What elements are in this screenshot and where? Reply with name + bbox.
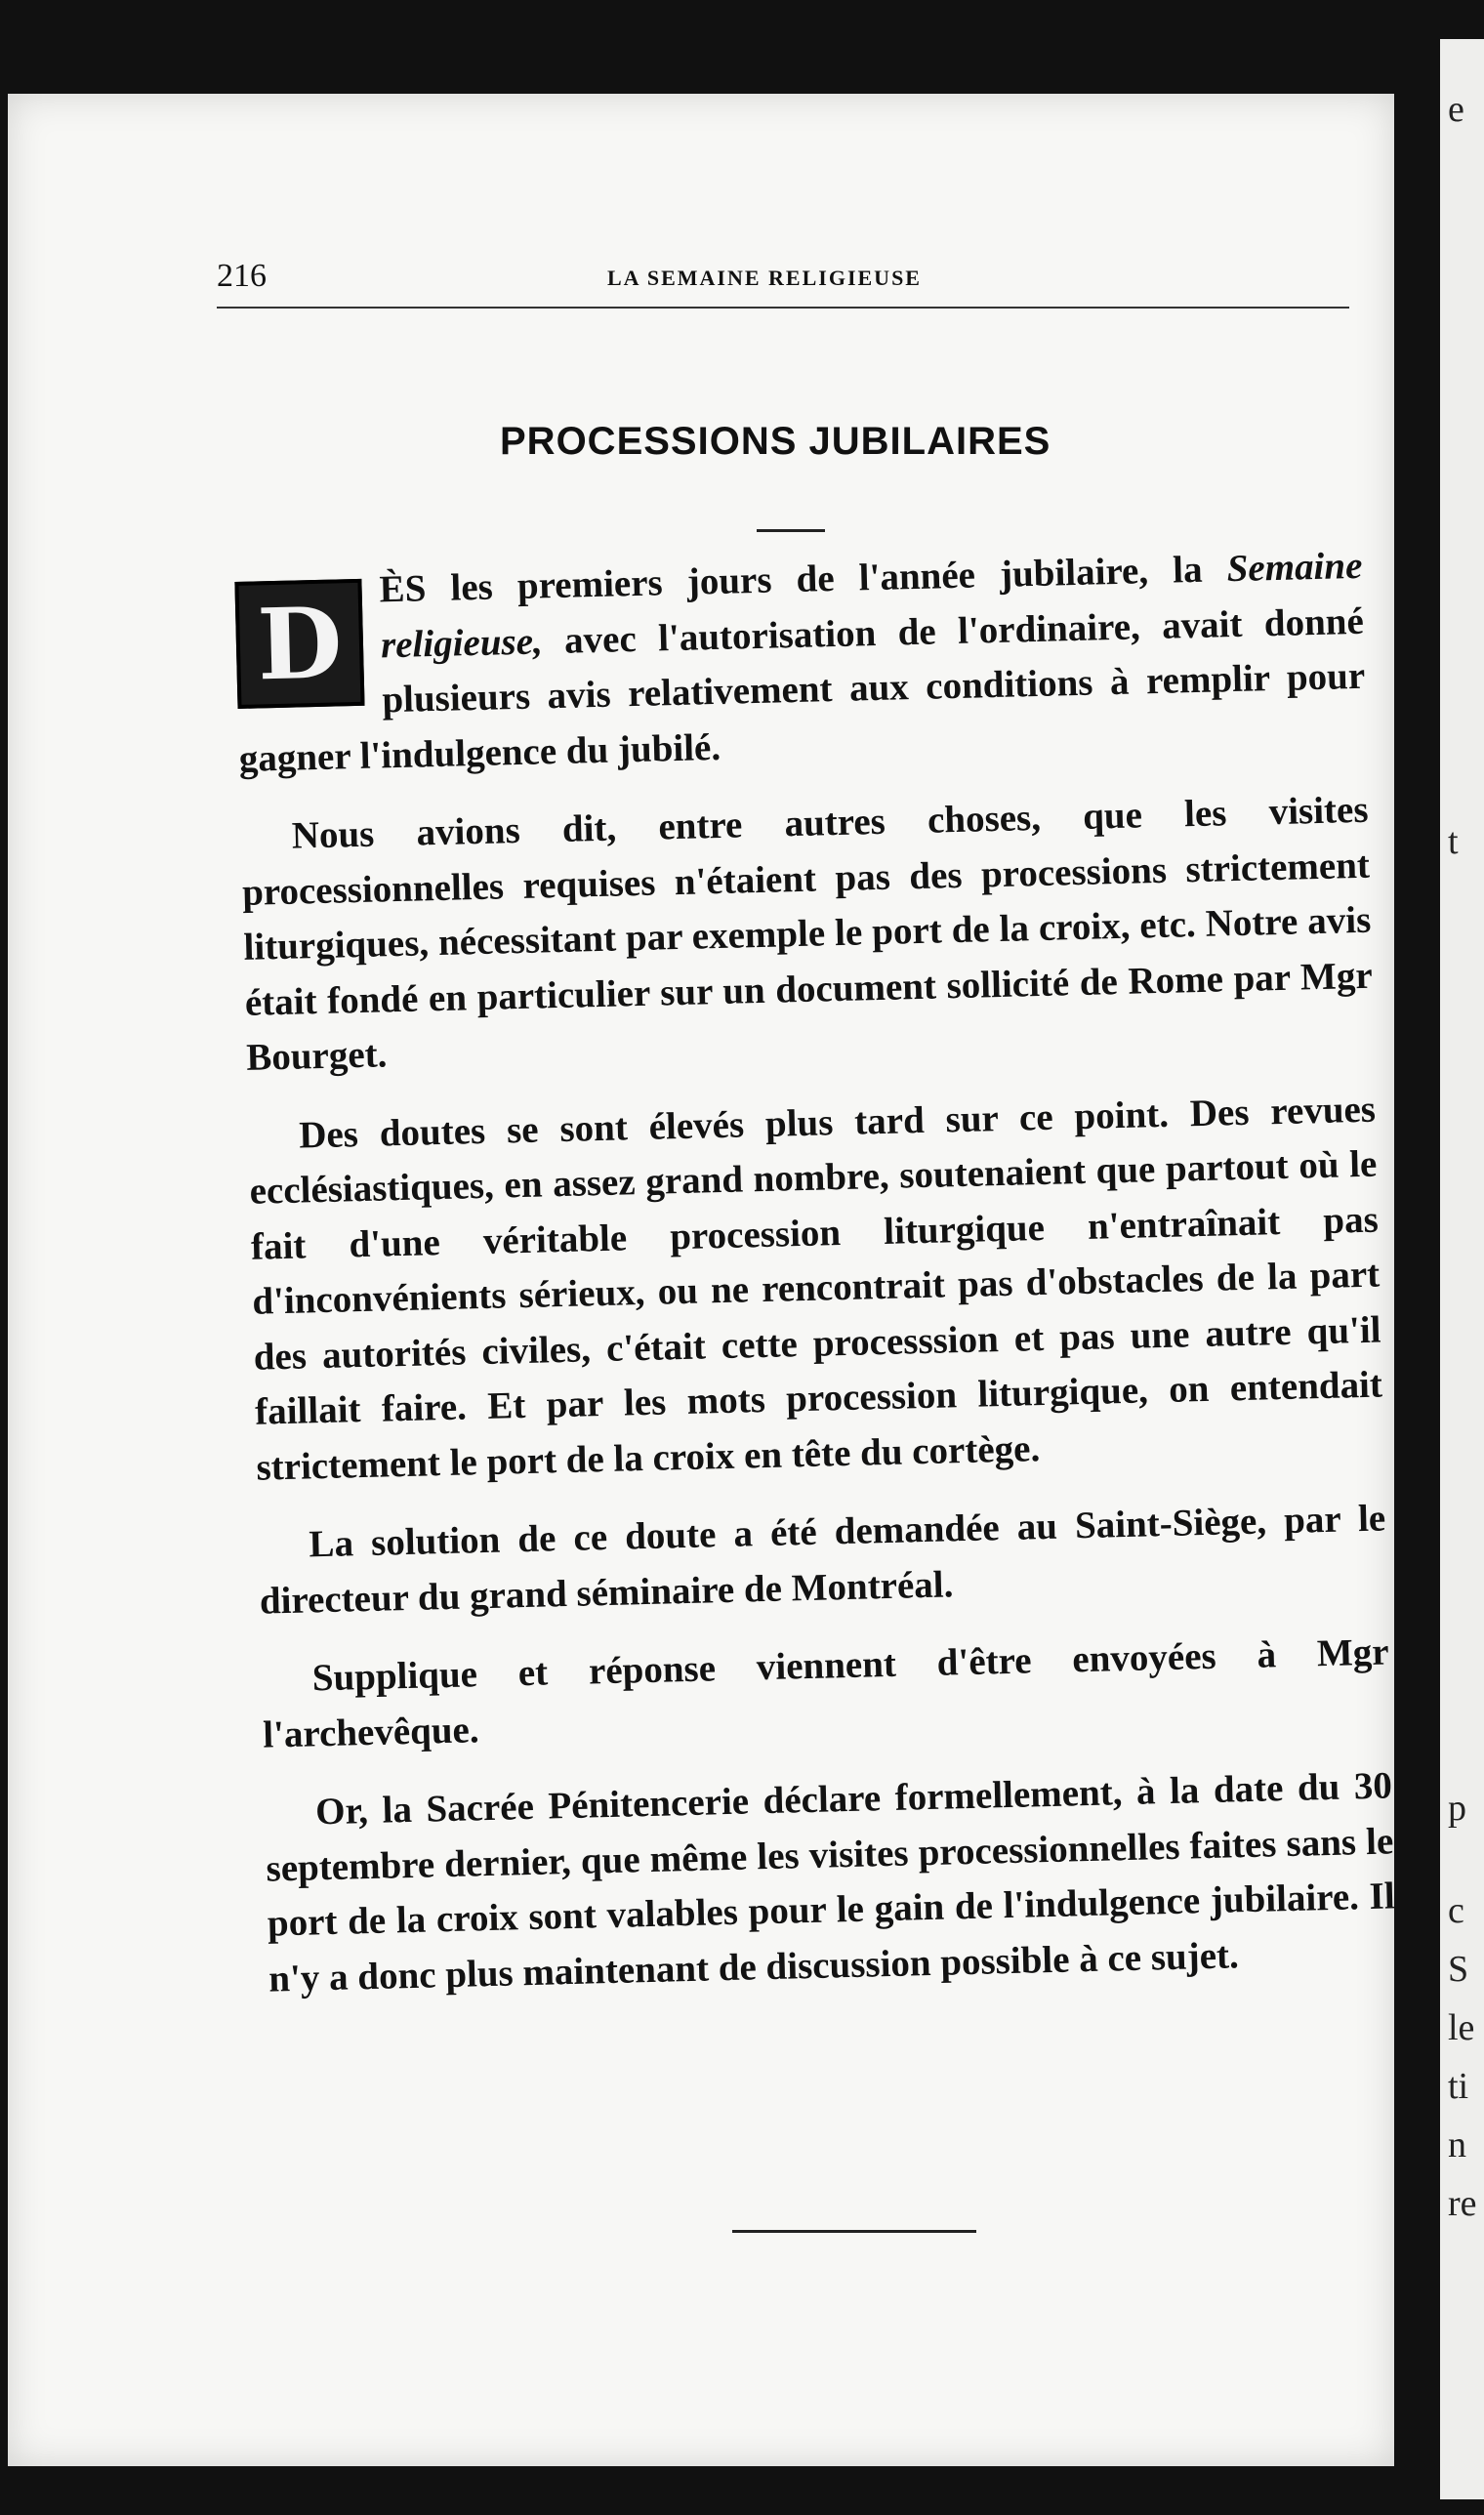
- paragraph-1: [234, 539, 1367, 787]
- journal-title: LA SEMAINE RELIGIEUSE: [607, 266, 922, 290]
- adjacent-page-fragment: ti: [1448, 2066, 1469, 2107]
- adjacent-page-fragment: re: [1448, 2183, 1477, 2224]
- paragraph-3: Des doutes se sont élevés plus tard sur ce point. Des revues ecclésiastiques, en assez grand nombre, soutenaient que partout où le fait d'une véritable procession liturgique n'entraînait pas d'inconvénients sérieux, ou ne rencontrait pas d'obstacles de la part des autorités civiles, c'était cette processsion et pas une autre qu'il faillait faire. Et par les mots procession liturgique, on entendait strictement le port de la croix en tête du cortège.: [249, 1088, 1383, 1489]
- page-number: 216: [217, 258, 267, 294]
- end-rule: [732, 2230, 976, 2233]
- adjacent-page-fragment: e: [1448, 89, 1464, 130]
- article-body: [234, 539, 1397, 2031]
- adjacent-page-fragment: t: [1448, 821, 1459, 862]
- paragraph-6: Or, la Sacrée Pénitencerie déclare formellement, à la date du 30 septembre dernier, que même les visites processionnelles faites sans le port de la croix sont valables pour le gain de l'indulgence jubilaire. Il n'y a donc plus maintenant de discussion possible à ce sujet.: [266, 1764, 1396, 2000]
- adjacent-page-fragment: c: [1448, 1890, 1464, 1931]
- paragraph-2: Nous avions dit, entre autres choses, que les visites processionnelles requises n'étaient pas des processions strictement liturgiques, nécessitant par exemple le port de la croix, etc. Notre avis était fondé en particulier sur un document sollicité de Rome par Mgr Bourget.: [241, 788, 1374, 1079]
- adjacent-page-fragment: S: [1448, 1949, 1469, 1990]
- lead-tail: avec l'autorisation de l'ordinaire, avait donné plusieurs avis relativement aux conditions à remplir pour gagner l'indulgence du jubilé.: [238, 599, 1366, 780]
- adjacent-page-fragment: n: [1448, 2124, 1466, 2165]
- title-divider: [757, 529, 825, 532]
- adjacent-page-fragment: le: [1448, 2007, 1475, 2048]
- paragraph-5: Supplique et réponse viennent d'être envoyées à Mgr l'archevêque.: [262, 1630, 1390, 1756]
- adjacent-page-edge: [1440, 39, 1484, 2499]
- article-title: PROCESSIONS JUBILAIRES: [500, 420, 1051, 463]
- lead-text: ÈS les premiers jours de l'année jubilaire, la: [379, 548, 1228, 611]
- paragraph-4: La solution de ce doute a été demandée au Saint-Siège, par le directeur du grand séminaire de Montréal.: [259, 1497, 1386, 1623]
- running-head: [217, 258, 1349, 309]
- dropcap-letter: D: [234, 579, 364, 709]
- italic-publication-name: Semaine religieuse,: [380, 544, 1363, 666]
- adjacent-page-fragment: p: [1448, 1788, 1466, 1829]
